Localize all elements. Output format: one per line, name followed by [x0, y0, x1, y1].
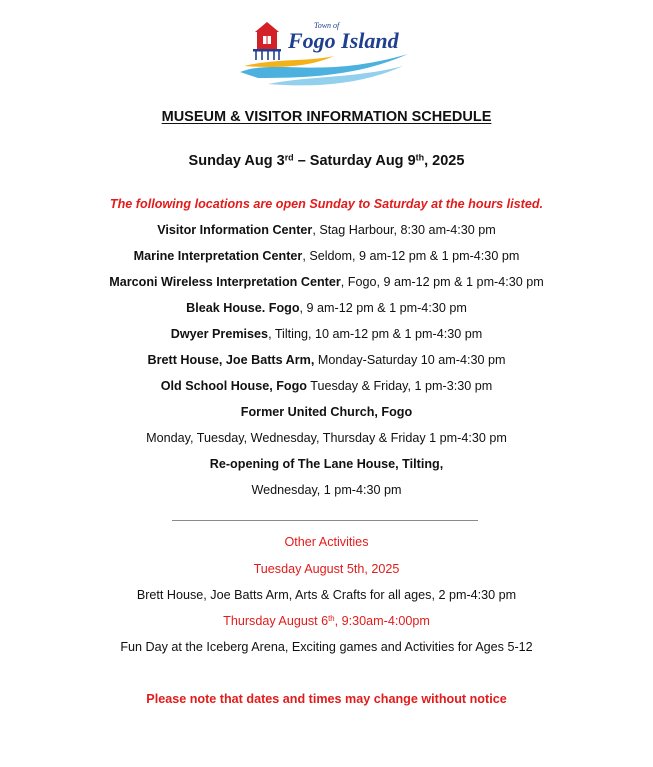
activities-heading: Other Activities: [284, 535, 369, 549]
intro-note: The following locations are open Sunday to Saturday at the hours listed.: [109, 197, 544, 211]
lane-house-hours: Wednesday, 1 pm-4:30 pm: [251, 483, 402, 497]
svg-text:Town of: Town of: [314, 21, 340, 30]
page-title: MUSEUM & VISITOR INFORMATION SCHEDULE: [161, 109, 492, 125]
location-item: Dwyer Premises, Tilting, 10 am-12 pm & 1 pm-4:30 pm: [170, 327, 483, 341]
lane-house-name: Re-opening of The Lane House, Tilting,: [209, 457, 444, 471]
location-item: Marconi Wireless Interpretation Center, Fogo, 9 am-12 pm & 1 pm-4:30 pm: [109, 275, 544, 289]
location-item: Old School House, Fogo Tuesday & Friday, 1 pm-3:30 pm: [160, 379, 493, 393]
lighthouse-house-icon: [238, 18, 413, 88]
location-item: Brett House, Joe Batts Arm, Monday-Saturday 10 am-4:30 pm: [147, 353, 506, 367]
svg-text:Fogo Island: Fogo Island: [288, 28, 399, 53]
date-range: Sunday Aug 3rd – Saturday Aug 9th, 2025: [188, 152, 465, 169]
event-date: Thursday August 6th, 9:30am-4:00pm: [223, 614, 430, 628]
event-date: Tuesday August 5th, 2025: [253, 562, 400, 576]
event-description: Fun Day at the Iceberg Arena, Exciting games and Activities for Ages 5-12: [120, 640, 533, 654]
church-hours: Monday, Tuesday, Wednesday, Thursday & Friday 1 pm-4:30 pm: [146, 431, 507, 445]
change-notice: Please note that dates and times may change without notice: [146, 692, 507, 706]
event-description: Brett House, Joe Batts Arm, Arts & Crafts for all ages, 2 pm-4:30 pm: [136, 588, 517, 602]
location-item: Bleak House. Fogo, 9 am-12 pm & 1 pm-4:30 pm: [186, 301, 467, 315]
location-item: Visitor Information Center, Stag Harbour, 8:30 am-4:30 pm: [157, 223, 496, 237]
divider: [172, 520, 478, 521]
church-name: Former United Church, Fogo: [240, 405, 413, 419]
location-item: Marine Interpretation Center, Seldom, 9 am-12 pm & 1 pm-4:30 pm: [133, 249, 520, 263]
fogo-island-logo: [238, 18, 413, 88]
